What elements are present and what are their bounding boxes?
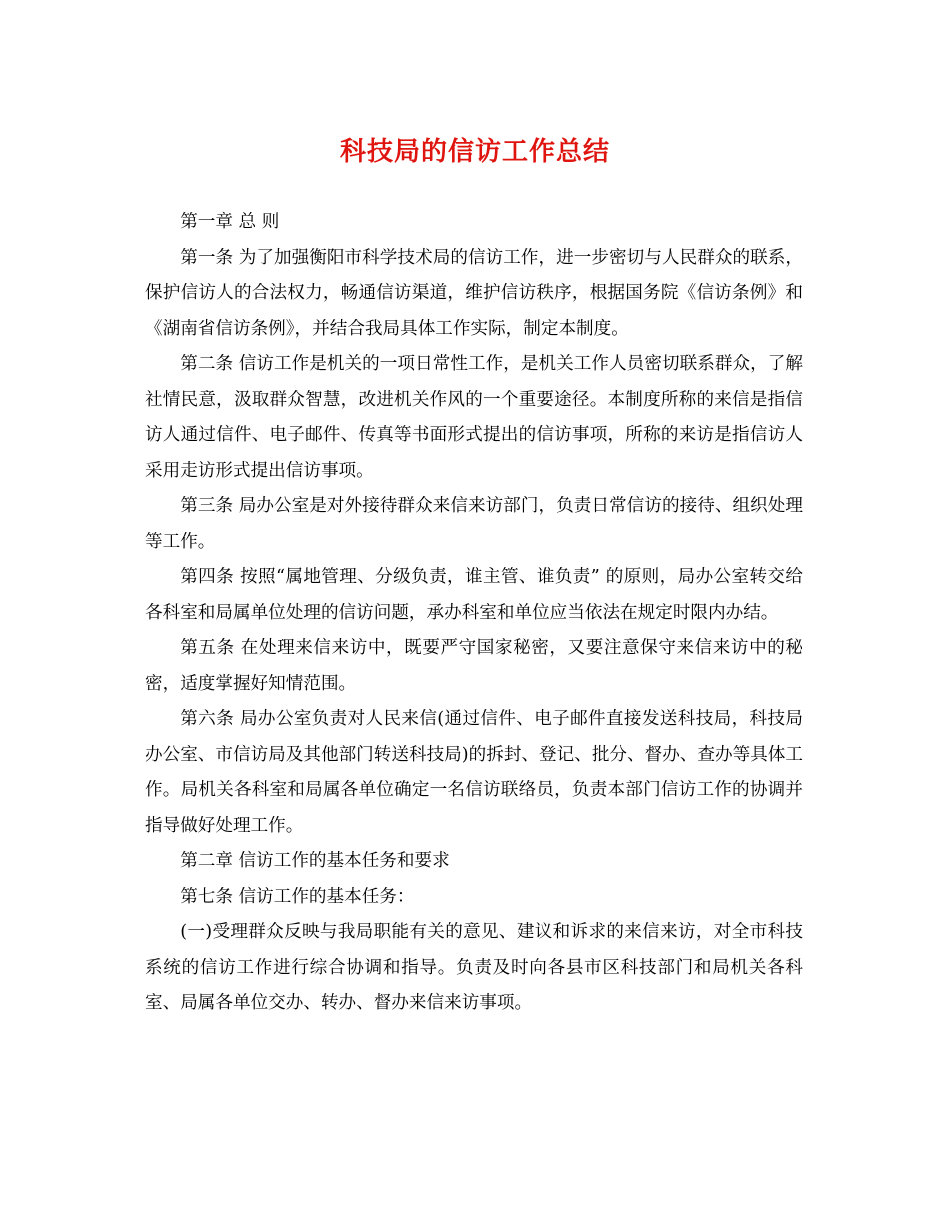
chapter-heading: 第一章 总 则 (180, 212, 280, 232)
document-title: 科技局的信访工作总结 (339, 137, 610, 167)
list-item-paragraph: (一)受理群众反映与我局职能有关的意见、建议和诉求的来信来访，对全市科技系统的信访工作进行综合协调和指导。负责及时向各县市区科技部门和局机关各科室、局属各单位交办、转办、督办来信来访事项。 (145, 922, 803, 1013)
article-paragraph: 第三条 局办公室是对外接待群众来信来访部门，负责日常信访的接待、组织处理等工作。 (145, 496, 803, 552)
article-paragraph: 第七条 信访工作的基本任务： (180, 886, 415, 907)
chapter-heading: 第二章 信访工作的基本任务和要求 (180, 851, 450, 871)
article-paragraph: 第四条 按照“属地管理、分级负责，谁主管、谁负责” 的原则，局办公室转交给各科室和局属单位处理的信访问题，承办科室和单位应当依法在规定时限内办结。 (145, 567, 803, 623)
article-paragraph: 第五条 在处理来信来访中，既要严守国家秘密，又要注意保守来信来访中的秘密，适度掌握好知情范围。 (145, 638, 803, 694)
article-paragraph: 第一条 为了加强衡阳市科学技术局的信访工作，进一步密切与人民群众的联系，保护信访人的合法权力，畅通信访渠道，维护信访秩序，根据国务院《信访条例》和《湖南省信访条例》，并结合我局具体工作实际，制定本制度。 (145, 247, 803, 339)
document-body (145, 205, 803, 1022)
article-paragraph: 第六条 局办公室负责对人民来信(通过信件、电子邮件直接发送科技局，科技局办公室、市信访局及其他部门转送科技局)的拆封、登记、批分、督办、查办等具体工作。局机关各科室和局属各单位确定一名信访联络员，负责本部门信访工作的协调并指导做好处理工作。 (145, 709, 803, 836)
article-paragraph: 第二条 信访工作是机关的一项日常性工作，是机关工作人员密切联系群众，了解社情民意，汲取群众智慧，改进机关作风的一个重要途径。本制度所称的来信是指信访人通过信件、电子邮件、传真等书面形式提出的信访事项，所称的来访是指信访人采用走访形式提出信访事项。 (145, 354, 803, 481)
